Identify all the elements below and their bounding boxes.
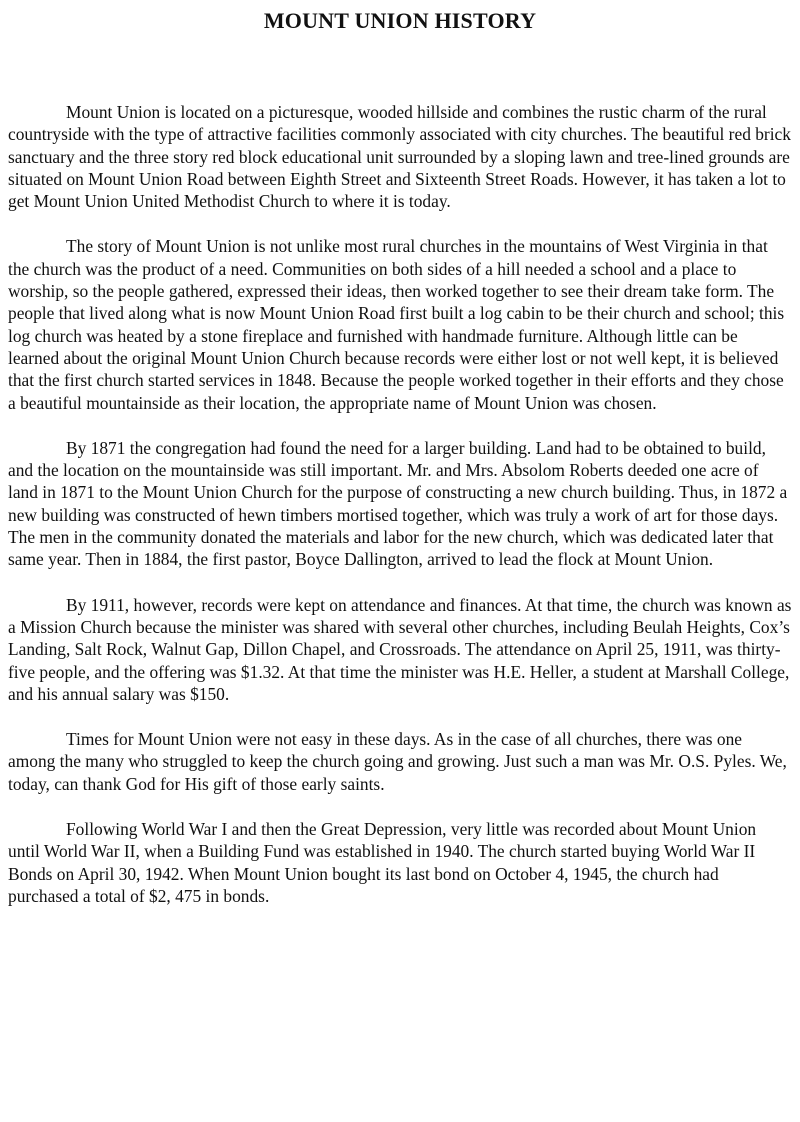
paragraph-building-fund: Following World War I and then the Great Depression, very little was recorded about Mount Union until World War II, when a Building Fund was established in 1940. The church started buying World War II Bonds on April 30, 1942. When Mount Union bought its last bond on October 4, 1945, the church had purchased a total of $2, 475 in bonds. [8, 819, 757, 906]
paragraph-new-building: By 1871 the congregation had found the need for a larger building. Land had to be obtained to build, and the location on the mountainside was still important. Mr. and Mrs. Absolom Roberts deeded one acre of land in 1871 to the Mount Union Church for the purpose of constructing a new church building. Thus, in 1872 a new building was constructed of hewn timbers mortised together, which was truly a work of art for those days. The men in the community donated the materials and labor for the new church, which was dedicated later that same year. Then in 1884, the first pastor, Boyce Dallington, arrived to lead the flock at Mount Union. [8, 437, 788, 570]
document-body [8, 101, 792, 907]
paragraph-location: Mount Union is located on a picturesque, wooded hillside and combines the rustic charm of the rural countryside with the type of attractive facilities commonly associated with city churches. The beautiful red brick sanctuary and the three story red block educational unit surrounded by a sloping lawn and tree-lined grounds are situated on Mount Union Road between Eighth Street and Sixteenth Street Roads. However, it has taken a lot to get Mount Union United Methodist Church to where it is today. [8, 102, 791, 212]
paragraph-records-1911: By 1911, however, records were kept on attendance and finances. At that time, the church was known as a Mission Church because the minister was shared with several other churches, including Beulah Heights, Cox’s Landing, Salt Rock, Walnut Gap, Dillon Chapel, and Crossroads. The attendance on April 25, 1911, was thirty-five people, and the offering was $1.32. At that time the minister was H.E. Heller, a student at Marshall College, and his annual salary was $150. [8, 594, 792, 704]
paragraph-hard-times: Times for Mount Union were not easy in these days. As in the case of all churches, there was one among the many who struggled to keep the church going and growing. Just such a man was Mr. O.S. Pyles. We, today, can thank God for His gift of those early saints. [8, 729, 787, 794]
paragraph-origin: The story of Mount Union is not unlike most rural churches in the mountains of West Virginia in that the church was the product of a need. Communities on both sides of a hill needed a school and a place to worship, so the people gathered, expressed their ideas, then worked together to see their dream take form. The people that lived along what is now Mount Union Road first built a log cabin to be their church and school; this log church was heated by a stone fireplace and furnished with handmade furniture. Although little can be learned about the original Mount Union Church because records were either lost or not well kept, it is believed that the first church started services in 1848. Because the people worked together in their efforts and they chose a beautiful mountainside as their location, the appropriate name of Mount Union was chosen. [8, 236, 785, 413]
document-title: MOUNT UNION HISTORY [263, 8, 537, 33]
